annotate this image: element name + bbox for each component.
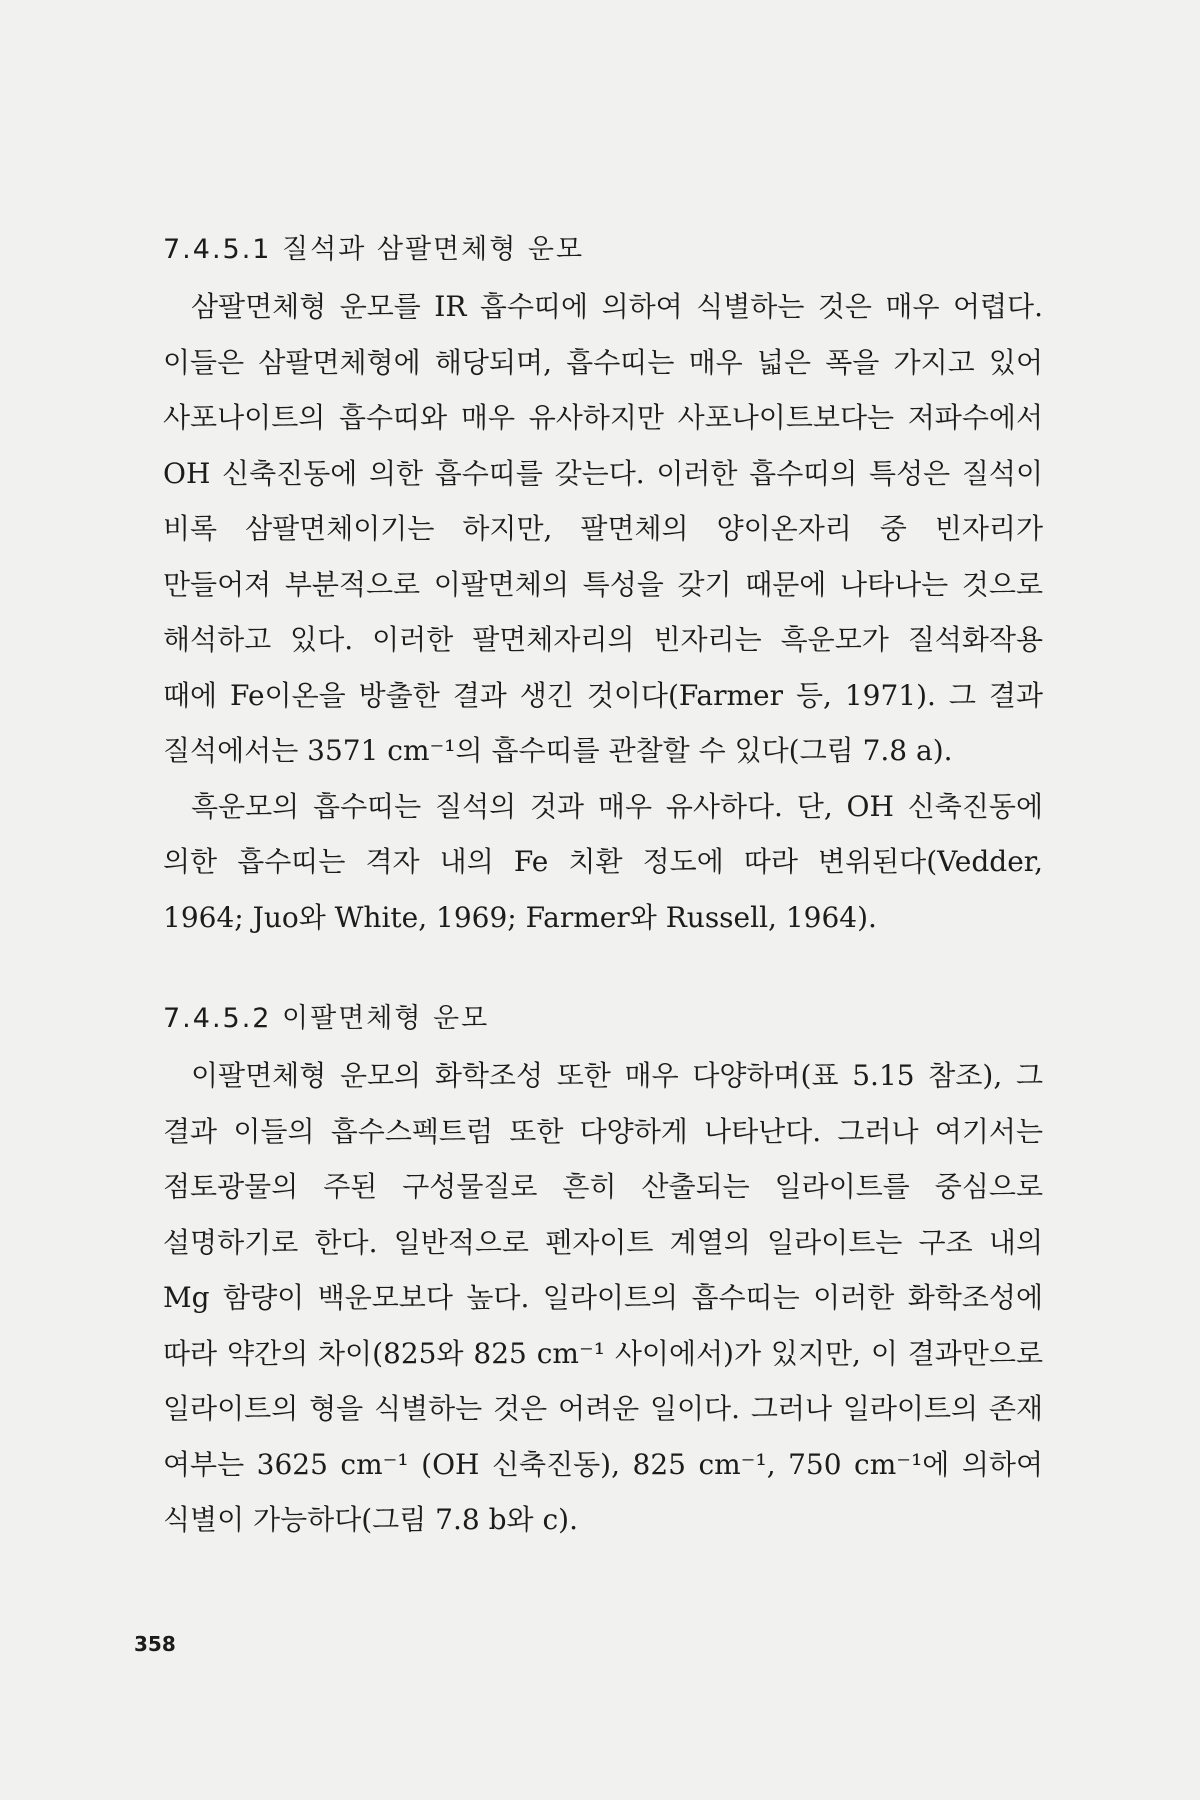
section-7-4-5-2 (163, 997, 1043, 1548)
page-content (163, 228, 1043, 1548)
section-7-4-5-1 (163, 228, 1043, 945)
paragraph: 이팔면체형 운모의 화학조성 또한 매우 다양하며(표 5.15 참조), 그 결과 이들의 흡수스펙트럼 또한 다양하게 나타난다. 그러나 여기서는 점토광물의 주된 구성물질로 흔히 산출되는 일라이트를 중심으로 설명하기로 한다. 일반적으로 펜자이트 계열의 일라이트는 구조 내의 Mg 함량이 백운모보다 높다. 일라이트의 흡수띠는 이러한 화학조성에 따라 약간의 차이(825와 825 cm⁻¹ 사이에서)가 있지만, 이 결과만으로 일라이트의 형을 식별하는 것은 어려운 일이다. 그러나 일라이트의 존재 여부는 3625 cm⁻¹ (OH 신축진동), 825 cm⁻¹, 750 cm⁻¹에 의하여 식별이 가능하다(그림 7.8 b와 c). (163, 1059, 1043, 1537)
section-heading: 7.4.5.1 질석과 삼팔면체형 운모 (163, 234, 585, 265)
section-heading: 7.4.5.2 이팔면체형 운모 (163, 1003, 490, 1035)
paragraph: 삼팔면체형 운모를 IR 흡수띠에 의하여 식별하는 것은 매우 어렵다. 이들은 삼팔면체형에 해당되며, 흡수띠는 매우 넓은 폭을 가지고 있어 사포나이트의 흡수띠와 매우 유사하지만 사포나이트보다는 저파수에서 OH 신축진동에 의한 흡수띠를 갖는다. 이러한 흡수띠의 특성은 질석이 비록 삼팔면체이기는 하지만, 팔면체의 양이온자리 중 빈자리가 만들어져 부분적으로 이팔면체의 특성을 갖기 때문에 나타나는 것으로 해석하고 있다. 이러한 팔면체자리의 빈자리는 흑운모가 질석화작용 때에 Fe이온을 방출한 결과 생긴 것이다(Farmer 등, 1971). 그 결과 질석에서는 3571 cm⁻¹의 흡수띠를 관찰할 수 있다(그림 7.8 a). (163, 290, 1043, 768)
page-number: 358 (134, 1632, 176, 1656)
paragraph: 흑운모의 흡수띠는 질석의 것과 매우 유사하다. 단, OH 신축진동에 의한 흡수띠는 격자 내의 Fe 치환 정도에 따라 변위된다(Vedder, 1964; Juo와 White, 1969; Farmer와 Russell, 1964). (163, 789, 1043, 934)
